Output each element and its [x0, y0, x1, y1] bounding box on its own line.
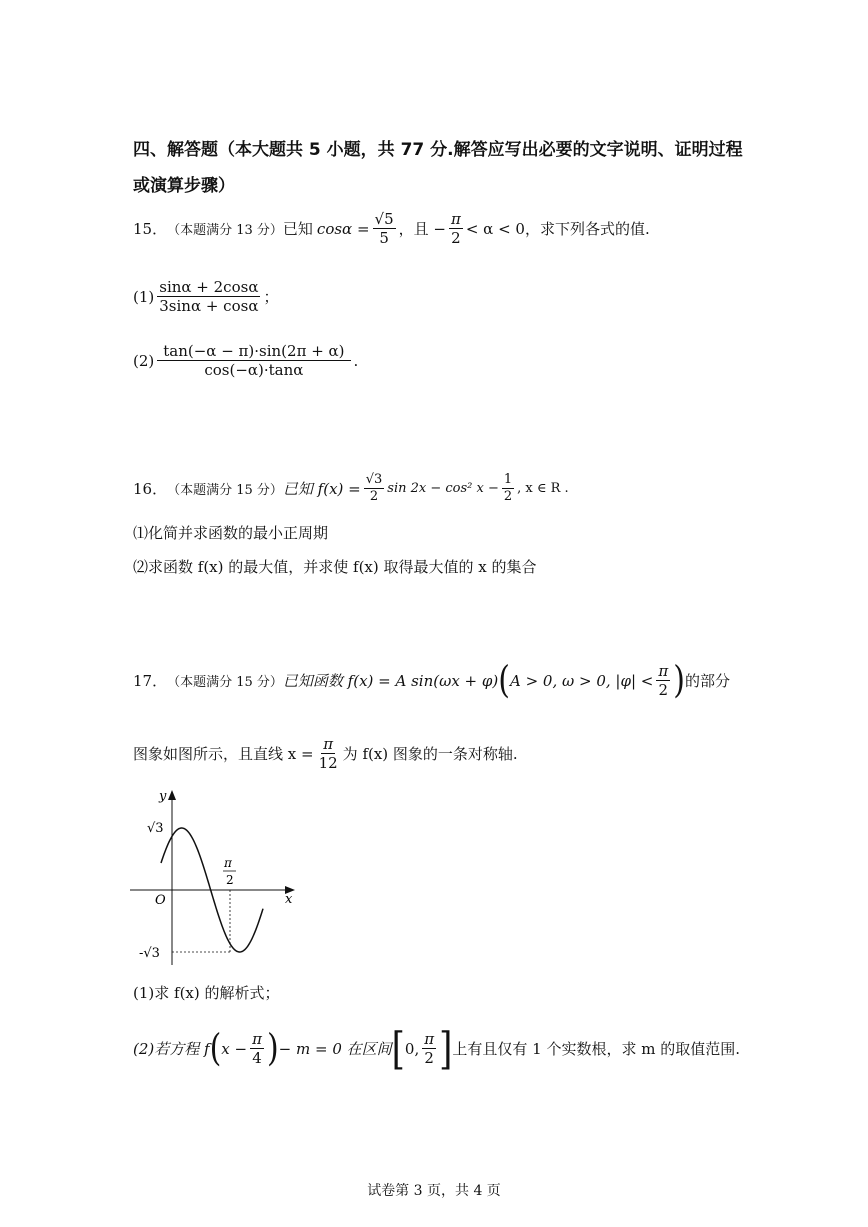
y-axis-arrow: [168, 790, 176, 800]
q17-part2-inner: x −: [221, 1039, 248, 1058]
q15-pi-over-2: $\frac{\pi}{2}$: [450, 210, 461, 247]
q17-interval-left-bracket: [: [391, 1022, 405, 1075]
q15-fraction: $\frac{√5}{5}$: [374, 210, 394, 247]
q17-score: （本题满分 15 分）: [167, 675, 283, 690]
q17-stem: [133, 658, 730, 702]
q17-number: 17．: [133, 672, 168, 690]
origin-label: O: [155, 893, 166, 908]
q17-tail: 的部分: [684, 672, 730, 690]
q15-number: 15．: [133, 220, 168, 238]
page-footer: 试卷第 3 页，共 4 页: [367, 1183, 501, 1199]
q17-line2-a: 图象如图所示，且直线 x =: [133, 745, 314, 763]
x-tick-pi: π: [224, 856, 232, 870]
y-max-label: √3: [147, 821, 164, 836]
q15-part1-label: (1): [133, 287, 155, 306]
q15-part2-tail: .: [353, 351, 359, 370]
q17-given: 已知函数 f(x) = A sin(ωx + φ): [282, 672, 499, 690]
q16-given: 已知 f(x) =: [282, 479, 361, 498]
q17-pi-over-12: $\frac{\pi}{12}$: [318, 735, 338, 772]
q15-given: 已知: [282, 220, 313, 238]
q17-left-paren: (: [498, 658, 510, 702]
q17-line2: [133, 735, 518, 772]
q17-interval-right-bracket: ]: [439, 1022, 453, 1075]
q17-part2-tail: 上有且仅有 1 个实数根，求 m 的取值范围.: [452, 1040, 740, 1058]
q15-and: ，且 −: [398, 220, 446, 238]
q16-one-half: $\frac{1}{2}$: [503, 472, 513, 504]
q17-part1: (1)求 f(x) 的解析式；: [133, 984, 280, 1002]
q16-stem: [133, 472, 569, 504]
q16-tail: , x ∈ R .: [517, 480, 569, 496]
q17-pi-over-4: $\frac{\pi}{4}$: [252, 1030, 262, 1067]
q15-part2-fraction: $\frac{\tan(-\alpha - \pi)\cdot\sin(2\pi + \alpha)}{\cos(-\alpha)\cdot\tan\alpha}$: [157, 342, 350, 379]
q17-line2-b: 为 f(x) 图象的一条对称轴.: [342, 745, 518, 763]
q15-range-tail: < α < 0，求下列各式的值.: [465, 220, 650, 238]
q15-stem: [133, 210, 650, 247]
section-heading: 四、解答题（本大题共 5 小题，共 77 分.解答应写出必要的文字说明、证明过程或演算步骤）: [133, 140, 743, 196]
q15-part1-tail: ；: [263, 288, 279, 306]
q17-part2-mid: − m = 0 在区间: [278, 1040, 392, 1058]
q17-right-paren: ): [673, 658, 685, 702]
q17-part2-left-paren: (: [209, 1026, 222, 1070]
y-axis-label: y: [159, 789, 167, 804]
q15-part2-label: (2): [133, 351, 155, 370]
q15-part1: [133, 278, 278, 315]
q15-part2: [133, 342, 358, 379]
sine-graph: [125, 785, 305, 975]
q15-cos-lhs: cosα =: [316, 219, 370, 238]
q17-part2-right-paren: ): [266, 1026, 279, 1070]
q17-part2: [133, 1022, 740, 1075]
y-min-label: -√3: [139, 946, 160, 961]
q16-part1: ⑴化简并求函数的最小正周期: [133, 524, 329, 542]
q15-score: （本题满分 13 分）: [167, 223, 283, 238]
q17-pi-over-2: $\frac{\pi}{2}$: [658, 662, 669, 699]
q16-sqrt3-over-2: $\frac{√3}{2}$: [365, 472, 383, 504]
q16-score: （本题满分 15 分）: [167, 482, 283, 498]
q17-part2-label: (2)若方程 f: [133, 1040, 210, 1058]
q16-part2: ⑵求函数 f(x) 的最大值，并求使 f(x) 取得最大值的 x 的集合: [133, 558, 537, 576]
q15-part1-fraction: $\frac{\sin\alpha + 2\cos\alpha}{3\sin\alpha + \cos\alpha}$: [159, 278, 259, 315]
x-tick-two: 2: [226, 873, 234, 887]
q16-mid: sin 2x − cos² x −: [387, 480, 499, 496]
q17-interval-left: 0,: [404, 1039, 420, 1058]
q16-number: 16．: [133, 479, 168, 498]
q17-condition: A > 0, ω > 0, |φ| <: [509, 671, 654, 690]
x-axis-label: x: [285, 892, 293, 907]
q17-interval-pi-over-2: $\frac{\pi}{2}$: [424, 1030, 435, 1067]
